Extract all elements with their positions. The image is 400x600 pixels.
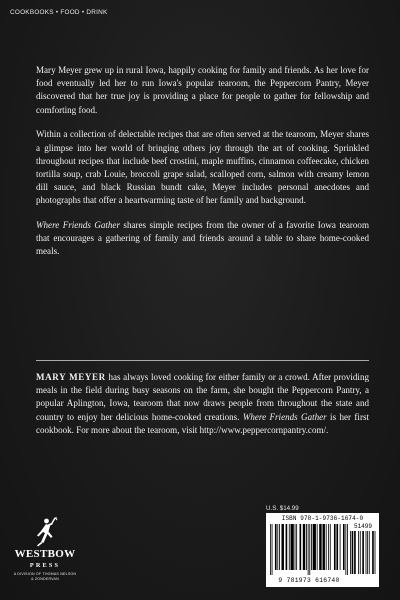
isbn-text: ISBN 978-1-9736-1674-0 — [281, 515, 364, 522]
price-addon-digits: 51499 — [353, 523, 372, 530]
publisher-division-line-2: & ZONDERVAN — [31, 576, 59, 581]
ean-barcode-bars — [270, 524, 350, 576]
bio-book-title: Where Friends Gather — [242, 411, 327, 422]
category-label: COOKBOOKS • FOOD • DRINK — [10, 9, 108, 16]
book-description — [36, 64, 369, 270]
author-bio-text-2: is her first cookbook. For more about the tearoom, visit http://www.peppercornpantry.com/. — [36, 411, 369, 435]
author-bio-text-1: has always loved cooking for either family or a crowd. After providing meals in the field during busy seasons on the farm, she bought the Peppercorn Pantry, a popular Aplington, Iowa, tearoom that now draws people from throughout the state and country to enjoy her delicious home-cooked creations. — [36, 372, 369, 422]
publisher-division — [12, 572, 78, 581]
ean-digits: 9 781973 616740 — [278, 577, 340, 584]
addon-barcode-bars — [350, 531, 376, 576]
publisher-logo — [12, 516, 78, 592]
description-paragraph-2: Within a collection of delectable recipes that are often served at the tearoom, Meyer shares a glimpse into her world of bringing others joy through the art of cooking. Sprinkled throughout recipes that include beef crostini, maple muffins, cinnamon coffeecake, chicken tortilla soup, crab Louie, broccoli grape salad, scalloped corn, salmon with creamy lemon dill sauce, and black Russian bundt cake, Meyer includes personal anecdotes and photographs that offer a heartwarming taste of her family and background. — [36, 129, 369, 206]
section-divider — [36, 360, 369, 361]
description-paragraph-1: Mary Meyer grew up in rural Iowa, happily cooking for family and friends. As her love for food eventually led her to run Iowa's popular tearoom, the Peppercorn Pantry, Meyer discovered that her true joy is providing a place for people to gather for fellowship and comforting food. — [36, 65, 369, 115]
author-bio — [36, 371, 369, 437]
author-name: MARY MEYER — [36, 372, 106, 382]
price-label: U.S. $14.99 — [266, 505, 299, 512]
publisher-name: WESTBOW — [14, 548, 76, 560]
publisher-press: PRESS — [29, 562, 61, 569]
runner-torch-icon — [31, 516, 59, 548]
publisher-division-line-1: A DIVISION OF THOMAS NELSON — [13, 572, 77, 576]
description-paragraph-3-rest: shares simple recipes from the owner of a favorite Iowa tearoom that encourages a gathering of family and friends around a table to share home-cooked meals. — [36, 220, 369, 257]
description-paragraph-3 — [36, 219, 369, 259]
book-title-italic: Where Friends Gather — [36, 220, 120, 231]
barcode — [266, 513, 379, 587]
